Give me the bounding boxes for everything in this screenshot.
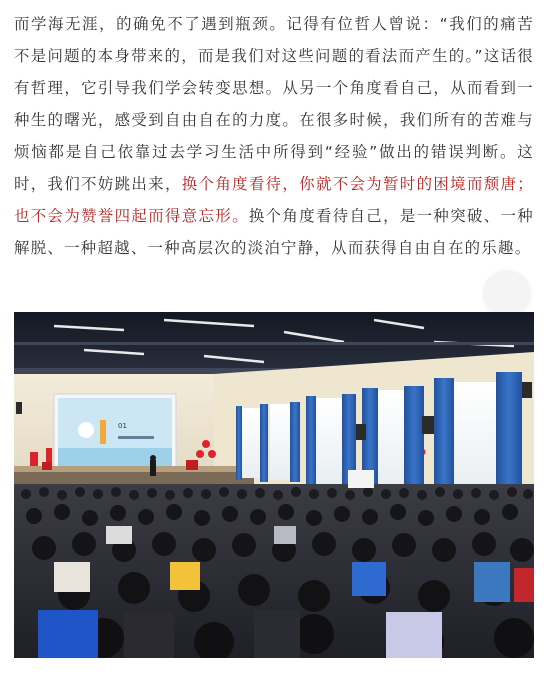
air-conditioner	[348, 470, 374, 488]
screen-slide-number: 01	[118, 422, 127, 430]
article-text-intro: 而学海无涯，的确免不了遇到瓶颈。记得有位哲人曾说：“我们的痛苦不是问题的本身带来的，而是我们对这些问题的看法而产生的。”这话很有哲理，它引导我们学会转变思想。从另一个角度看自己，从而看到一种生的曙光，感受到自由自在的力度。在很多时候，我们所有的苦难与烦恼都是自己依靠过去学习生活中所得到“经验”做出的错误判断。这时，我们不妨跳出来，	[14, 15, 534, 193]
screen-slide-pencil	[100, 420, 106, 444]
screen-slide-figure	[78, 422, 94, 438]
article-body	[14, 8, 534, 264]
article-text-closing: 换个角度看待自己，是一种突破、一种解脱、一种超越、一种高层次的淡泊宁静，从而获得自由自在的乐趣。	[14, 207, 534, 257]
auditorium-illustration	[14, 312, 534, 658]
article-text-emphasis: 换个角度看待，你就不会为暂时的困境而颓唐；也不会为赞誉四起而得意忘形。	[14, 175, 534, 225]
stage	[14, 472, 254, 486]
article-photo-auditorium	[14, 312, 534, 658]
floating-action-circle[interactable]	[483, 270, 531, 318]
presenter	[150, 460, 156, 476]
